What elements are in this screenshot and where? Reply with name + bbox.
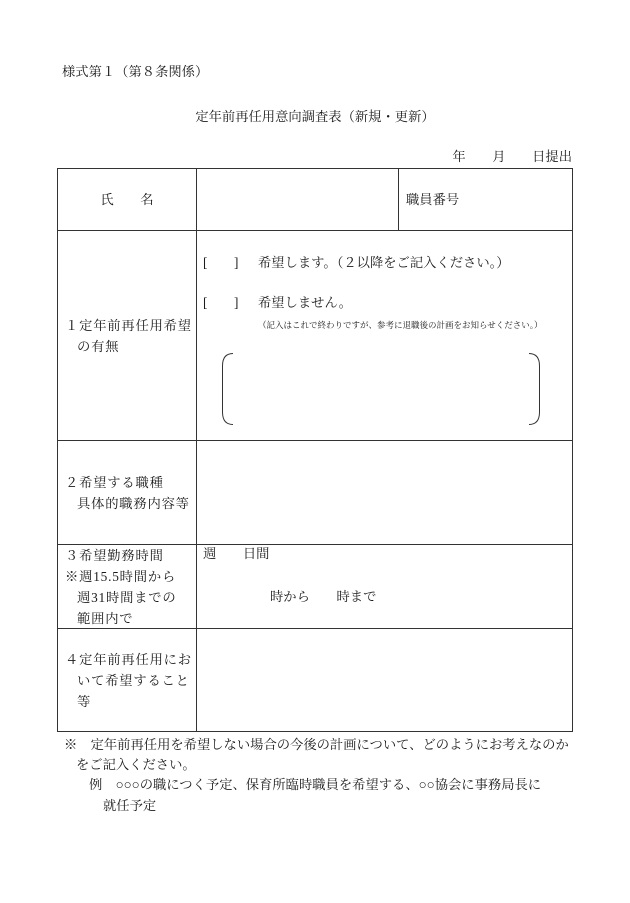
desired-hours-label xyxy=(65,545,176,629)
desired-hours-label-cell xyxy=(58,545,197,628)
name-label: 氏 名 xyxy=(100,191,154,207)
option-no-wish-checkbox: [ ] xyxy=(203,295,239,310)
example-line: 就任予定 xyxy=(103,798,157,813)
form-number: 様式第１（第８条関係） xyxy=(62,64,209,79)
name-label-cell xyxy=(58,169,197,230)
employee-number-label: 職員番号 xyxy=(406,191,460,207)
label-line: 範囲内で xyxy=(77,610,134,626)
row-desired-job xyxy=(58,441,572,545)
label-line: 具体的職務内容等 xyxy=(77,495,190,511)
row-other-wishes xyxy=(58,629,572,731)
plan-note: （記入はこれで終わりですが、参考に退職後の計画をお知らせください。） xyxy=(258,320,543,330)
label-line: いて希望すること xyxy=(77,672,190,688)
row-reemployment-wish xyxy=(58,231,572,441)
other-wishes-label xyxy=(65,649,192,712)
document-title: 定年前再任用意向調査表（新規・更新） xyxy=(195,109,435,124)
label-line: １定年前再任用希望 xyxy=(65,317,192,333)
bracket-left xyxy=(223,354,234,425)
footnote-line: ※ 定年前再任用を希望しない場合の今後の計画について、どのようにお考えなのか xyxy=(64,737,569,752)
desired-job-label xyxy=(65,472,190,514)
label-line: ４定年前再任用にお xyxy=(65,651,192,667)
option-wish-checkbox: [ ] xyxy=(203,255,239,270)
label-line: ※週15.5時間から xyxy=(65,568,177,584)
desired-job-label-cell xyxy=(58,441,197,544)
survey-table xyxy=(57,168,573,732)
reemployment-wish-label xyxy=(65,315,192,357)
label-line: ３希望勤務時間 xyxy=(65,547,164,563)
row-name xyxy=(58,169,572,231)
label-line: の有無 xyxy=(77,338,120,354)
days-per-week-text: 週 日間 xyxy=(203,546,270,561)
example-line: 例 ○○○の職につく予定、保育所臨時職員を希望する、○○協会に事務局長に xyxy=(89,777,542,792)
row-desired-hours xyxy=(58,545,572,629)
other-wishes-label-cell xyxy=(58,629,197,731)
plan-entry-bracket xyxy=(222,353,540,425)
label-line: 週31時間までの xyxy=(77,589,177,605)
option-wish-text: 希望します。（２以降をご記入ください。） xyxy=(258,255,510,270)
reemployment-wish-label-cell xyxy=(58,231,197,440)
name-value-cell xyxy=(197,169,399,230)
other-wishes-answer-cell xyxy=(197,629,572,731)
submission-date: 年 月 日提出 xyxy=(452,149,572,164)
employee-number-cell xyxy=(399,169,572,230)
desired-job-answer-cell xyxy=(197,441,572,544)
label-line: 等 xyxy=(77,693,92,709)
desired-hours-answer-cell xyxy=(197,545,572,628)
bracket-right xyxy=(529,354,540,425)
label-line: ２希望する職種 xyxy=(65,474,164,490)
hours-range-text: 時から 時まで xyxy=(270,589,377,604)
reemployment-wish-answer-cell xyxy=(197,231,572,440)
footnote-line: をご記入ください。 xyxy=(76,757,196,772)
option-no-wish-text: 希望しません。 xyxy=(258,295,352,310)
